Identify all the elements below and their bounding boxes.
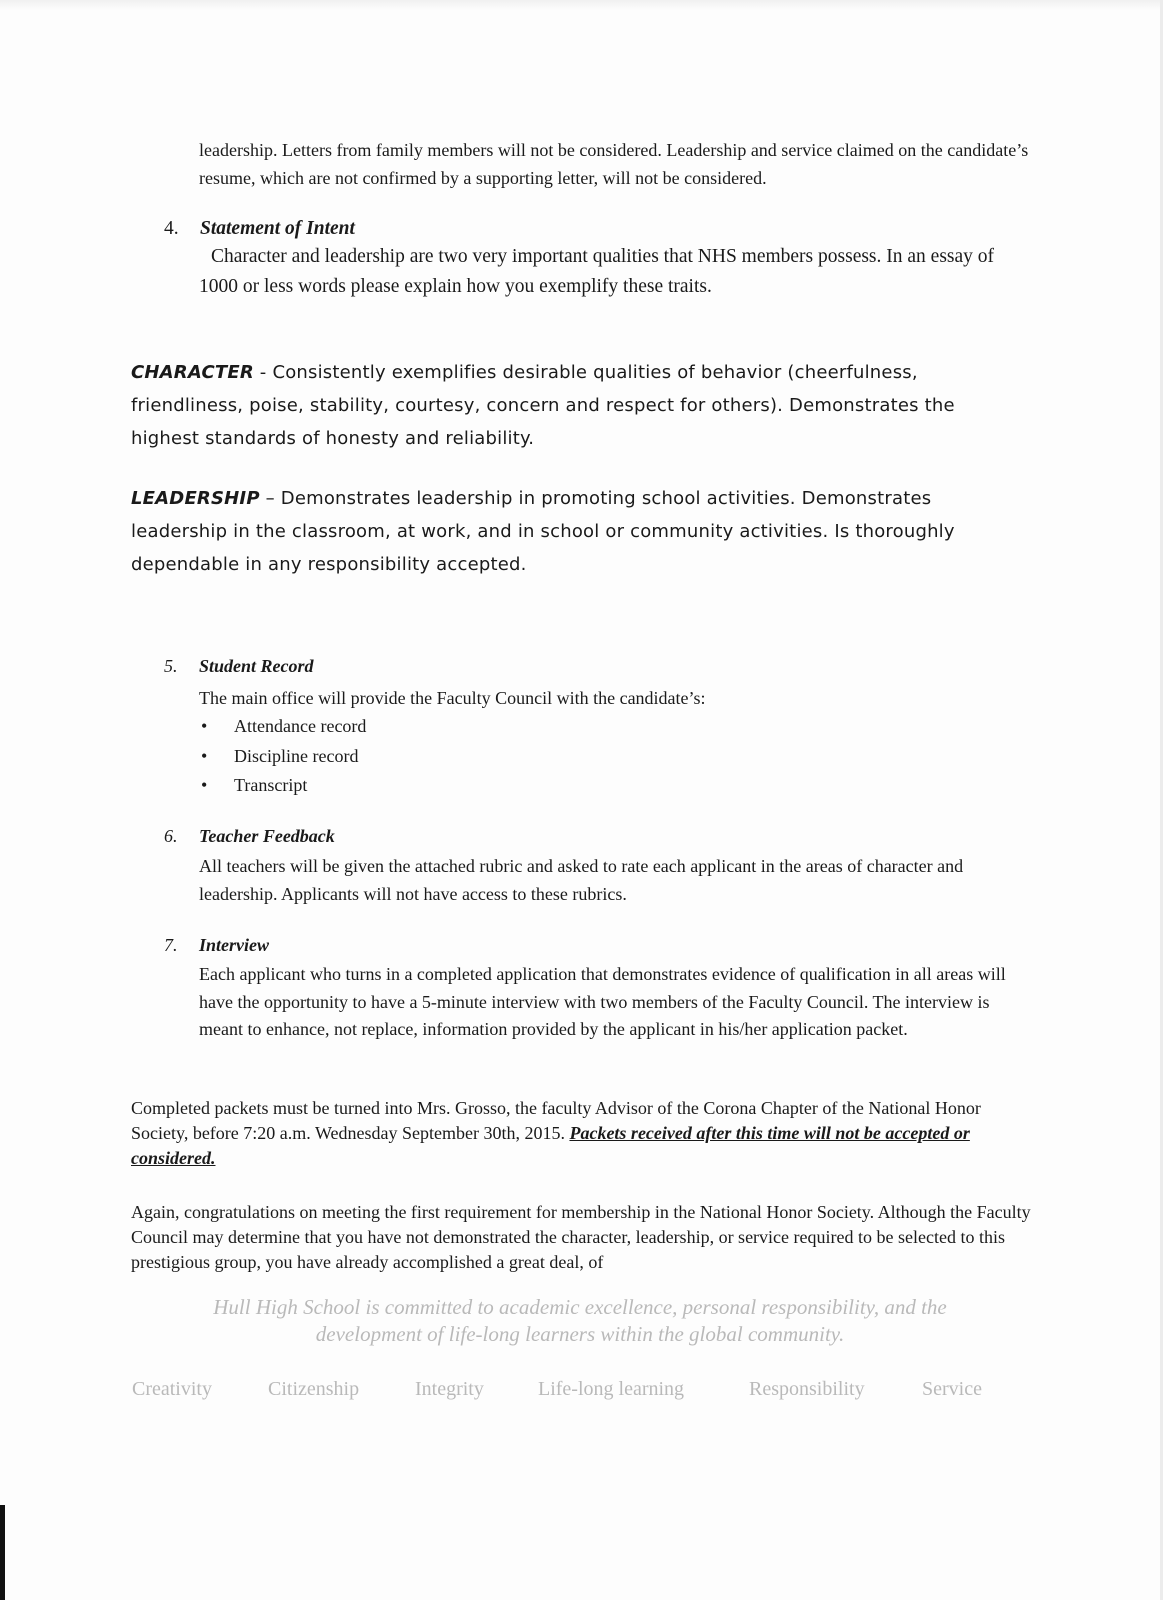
- school-motto: [140, 1294, 1020, 1348]
- item-title: Teacher Feedback: [199, 826, 335, 846]
- packets-deadline-paragraph: [131, 1096, 1031, 1171]
- definition-separator: –: [259, 488, 281, 509]
- list-item-label: Attendance record: [234, 716, 367, 736]
- scan-top-shading: [0, 0, 1163, 10]
- scan-edge-shadow: [0, 1505, 5, 1600]
- value-service: Service: [922, 1378, 982, 1400]
- item-title: Statement of Intent: [200, 218, 355, 239]
- motto-line: development of life-long learners within the global community.: [315, 1322, 845, 1346]
- character-definition: [131, 356, 1011, 455]
- item-body: Character and leadership are two very important qualities that NHS members possess. In an essay of 1000 or less words please explain how you exemplify these traits.: [199, 246, 995, 297]
- congratulations-paragraph: Again, congratulations on meeting the first requirement for membership in the National Honor Society. Although the Faculty Council may determine that you have not demonstrated the character, leadership, or service required to be selected to this prestigious group, you have already accomplished a great deal, of: [131, 1202, 1031, 1272]
- value-integrity: Integrity: [415, 1378, 484, 1400]
- continuation-paragraph: leadership. Letters from family members will not be considered. Leadership and service claimed on the candidate’s resume, which are not confirmed by a supporting letter, will not be considered.: [199, 140, 1029, 188]
- item-number: 4.: [164, 218, 179, 239]
- value-life-long-learning: Life-long learning: [538, 1378, 685, 1400]
- item-body: Each applicant who turns in a completed application that demonstrates evidence of qualification in all areas will have the opportunity to have a 5-minute interview with two members of the Faculty Council. The interview is meant to enhance, not replace, information provided by the applicant in his/her application packet.: [199, 964, 1006, 1039]
- definition-term: LEADERSHIP: [131, 488, 260, 509]
- item-title: Interview: [199, 935, 269, 955]
- definition-term: CHARACTER: [131, 362, 254, 383]
- list-item-label: Discipline record: [234, 745, 359, 766]
- item-number: 5.: [164, 656, 178, 676]
- list-item: [199, 712, 1019, 742]
- item-number: 6.: [164, 826, 178, 846]
- deadline-text: Completed packets must be turned into Mrs. Grosso, the faculty Advisor of the Corona Chapter of the National Honor Society, before 7:20 a.m. Wednesday September 30th, 2015.: [131, 1098, 981, 1143]
- leadership-definition: [131, 482, 1011, 581]
- definition-text: Demonstrates leadership in promoting school activities. Demonstrates leadership in the classroom, at work, and in school or community activities. Is thoroughly dependable in any responsibility accepted.: [131, 488, 955, 575]
- bullet-icon: •: [201, 745, 208, 766]
- school-values: [132, 1378, 1012, 1408]
- item-body: All teachers will be given the attached rubric and asked to rate each applicant in the areas of character and leadership. Applicants will not have access to these rubrics.: [199, 856, 964, 904]
- item-number: 7.: [164, 935, 178, 955]
- list-item-label: Transcript: [234, 775, 308, 795]
- value-creativity: Creativity: [132, 1378, 212, 1400]
- record-list: [199, 712, 1019, 801]
- value-citizenship: Citizenship: [268, 1378, 360, 1400]
- item-title: Student Record: [199, 656, 314, 676]
- definition-separator: -: [253, 362, 273, 383]
- list-item: [199, 771, 1019, 801]
- bullet-icon: •: [201, 775, 208, 795]
- list-item: [199, 742, 1019, 772]
- bullet-icon: •: [201, 716, 208, 736]
- value-responsibility: Responsibility: [749, 1378, 865, 1400]
- item-intro: The main office will provide the Faculty Council with the candidate’s:: [199, 688, 706, 708]
- motto-line: Hull High School is committed to academic excellence, personal responsibility, and the: [213, 1295, 947, 1319]
- definition-text: Consistently exemplifies desirable qualities of behavior (cheerfulness, friendliness, poise, stability, courtesy, concern and respect for others). Demonstrates the highest standards of honesty and reliability.: [131, 362, 955, 449]
- late-warning: Packets received after this time will not be accepted or considered.: [131, 1123, 970, 1168]
